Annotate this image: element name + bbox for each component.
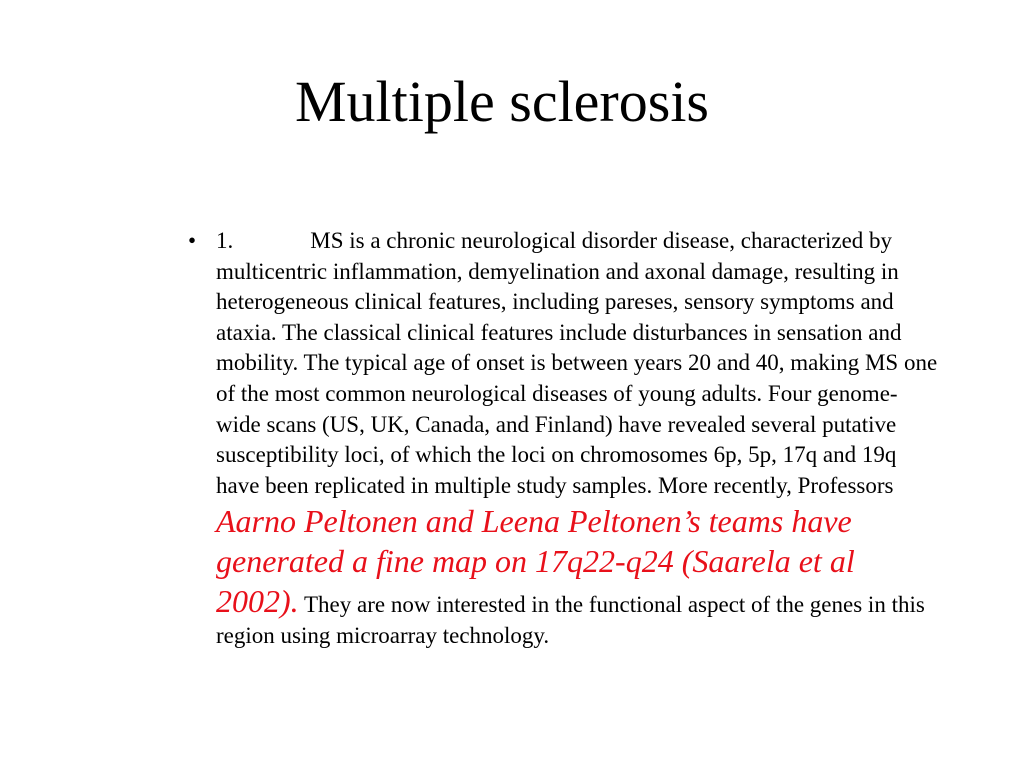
bullet-dot-icon: • [188,228,197,253]
paragraph-outro: They are now interested in the functional aspect of the genes in this region using microarray technology. [216,592,925,649]
highlighted-citation: Aarno Peltonen and Leena Peltonen’s teams have generated a fine map on 17q22-q24 (Saarela et al 2002). [216,503,855,620]
paragraph-intro: MS is a chronic neurological disorder disease, characterized by multicentric inflammation, demyelination and axonal damage, resulting in heterogeneous clinical features, including pareses, sensory symptoms and ataxia. The classical clinical features include disturbances in sensation and mobility. The typical age of onset is between years 20 and 40, making MS one of the most common neurological diseases of young adults. Four genome-wide scans (US, UK, Canada, and Finland) have revealed several putative susceptibility loci, of which the loci on chromosomes 6p, 5p, 17q and 19q have been replicated in multiple study samples. More recently, Professors [216,228,938,498]
item-number: 1. [216,228,234,253]
bullet-list [188,226,940,652]
bullet-item [188,226,940,652]
slide-title: Multiple sclerosis [294,69,709,134]
